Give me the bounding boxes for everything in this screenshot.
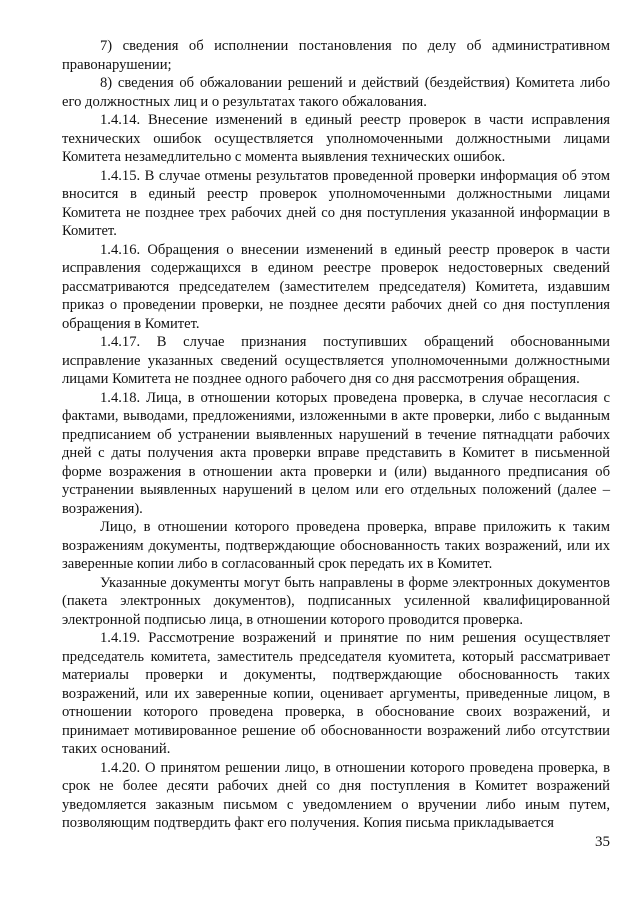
paragraph-1-4-14: 1.4.14. Внесение изменений в единый реестр проверок в части исправления технических ошибок осуществляется уполномоченными должностными лицами Комитета незамедлительно с момента выявления технических ошибок. (62, 112, 610, 165)
paragraph-1-4-16: 1.4.16. Обращения о внесении изменений в единый реестр проверок в части исправления содержащихся в едином реестре проверок недостоверных сведений рассматриваются председателем (заместителем председателя) Комитета, издавшим приказ о проведении проверки, не позднее десяти рабочих дней со дня поступления обращения в Комитет. (62, 241, 610, 332)
paragraph-item-7: 7) сведения об исполнении постановления по делу об административном правонарушении; (62, 38, 610, 73)
paragraph-1-4-19: 1.4.19. Рассмотрение возражений и принятие по ним решения осуществляет председатель комитета, заместитель председателя куомитета, который рассматривает материалы проверки и документы, подтверждающие обоснованность таких возражений, или их заверенные копии, оценивает аргументы, приведенные лицом, в отношении которого проведена проверка, в обоснование своих возражений, и принимает мотивированное решение об обоснованности возражений либо отсутствии таких оснований. (62, 630, 610, 757)
document-body (62, 37, 610, 833)
paragraph-1-4-20: 1.4.20. О принятом решении лицо, в отношении которого проведена проверка, в срок не более десяти рабочих дней со дня поступления в Комитет возражений уведомляется заказным письмом с уведомлением о вручении либо иным путем, позволяющим подтвердить факт его получения. Копия письма прикладывается (62, 759, 610, 831)
paragraph-electronic-documents: Указанные документы могут быть направлены в форме электронных документов (пакета электронных документов), подписанных усиленной квалифицированной электронной подписью лица, в отношении которого проводится проверка. (62, 574, 610, 628)
paragraph-item-8: 8) сведения об обжаловании решений и действий (бездействия) Комитета либо его должностных лиц и о результатах такого обжалования. (62, 75, 610, 110)
paragraph-1-4-17: 1.4.17. В случае признания поступивших обращений обоснованными исправление указанных сведений осуществляется уполномоченными должностными лицами Комитета не позднее одного рабочего дня со дня рассмотрения обращения. (62, 334, 610, 387)
paragraph-objections-documents: Лицо, в отношении которого проведена проверка, вправе приложить к таким возражениям документы, подтверждающие обоснованность таких возражений, или их заверенные копии либо в согласованный срок передать их в Комитет. (62, 519, 610, 572)
page-number: 35 (595, 834, 610, 850)
paragraph-1-4-15: 1.4.15. В случае отмены результатов проведенной проверки информация об этом вносится в единый реестр проверок уполномоченными должностными лицами Комитета не позднее трех рабочих дней со дня поступления указанной информации в Комитет. (62, 167, 610, 239)
paragraph-1-4-18: 1.4.18. Лица, в отношении которых проведена проверка, в случае несогласия с фактами, выводами, предложениями, изложенными в акте проверки, либо с выданным предписанием об устранении выявленных нарушений в течение пятнадцати рабочих дней с даты получения акта проверки вправе представить в Комитет в письменной форме возражения в отношении акта проверки и (или) выданного предписания об устранении выявленных нарушений в целом или его отдельных положений (далее – возражения). (62, 389, 610, 517)
